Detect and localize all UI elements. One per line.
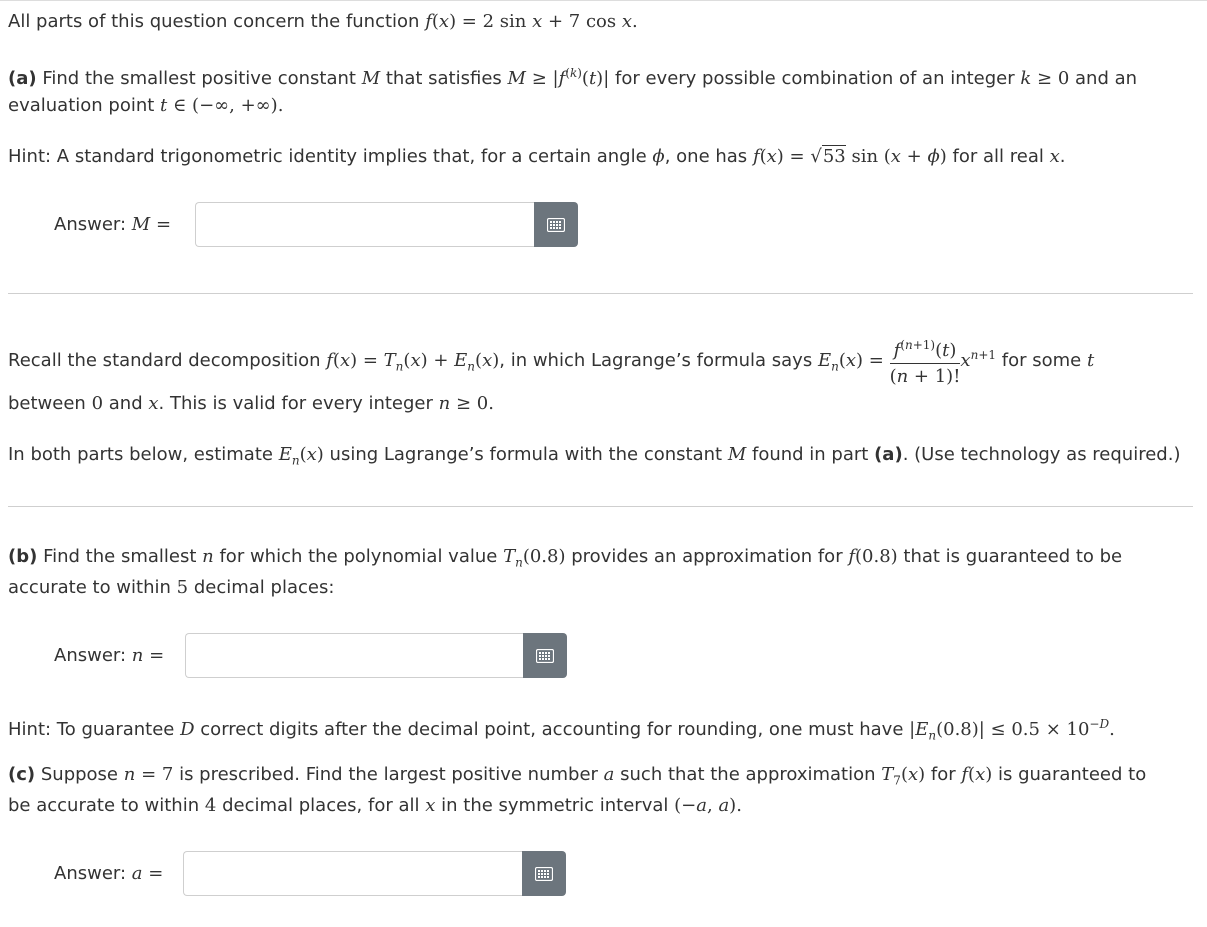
recall-both5: . (Use technology as required.)	[902, 444, 1181, 465]
part-b-text1: Find the smallest	[43, 546, 197, 567]
part-b-hint-text: Hint: To guarantee	[8, 719, 175, 740]
intro-line: All parts of this question concern the function f(x) = 2 sin x + 7 cos x.	[8, 11, 638, 32]
part-a-text2: that satisfies	[385, 68, 502, 89]
part-a-text1: Find the smallest positive constant	[42, 68, 356, 89]
part-a-text3: for every possible combination of an integer	[615, 68, 1015, 89]
part-a-text5: evaluation point	[8, 95, 155, 116]
part-c-text2: is prescribed. Find the largest positive number	[179, 764, 598, 785]
part-c-text1: Suppose	[40, 764, 119, 785]
recall-both3: found in part	[751, 444, 869, 465]
answer-m-label: Answer: M =	[54, 214, 172, 235]
part-c-label: (c)	[8, 764, 36, 785]
answer-n-label-text: Answer:	[54, 645, 127, 666]
intro-text: All parts of this question concern the function	[8, 11, 420, 32]
lagrange-fraction: $\frac{f^{(n+1)}(t)}{(n + 1)!}$	[890, 333, 961, 390]
part-c-line2: be accurate to within 4 decimal places, for all x in the symmetric interval (−a, a).	[8, 795, 742, 816]
part-a-hint-text3: for all real	[952, 146, 1044, 167]
part-a-label: (a)	[8, 68, 37, 89]
part-b-text2: for which the polynomial value	[219, 546, 498, 567]
keyboard-icon	[547, 218, 565, 232]
recall-text6: This is valid for every integer	[169, 393, 433, 414]
part-a-line2: evaluation point t ∈ (−∞, +∞).	[8, 95, 284, 116]
recall-text4: between	[8, 393, 86, 414]
answer-n-label: Answer: n =	[54, 645, 165, 666]
part-a-text4: and an	[1075, 68, 1138, 89]
answer-m-keypad-button[interactable]	[534, 202, 578, 247]
part-c-text5: is guaranteed to	[998, 764, 1147, 785]
part-c-text7: decimal places, for all	[222, 795, 420, 816]
part-c-text3: such that the approximation	[620, 764, 876, 785]
part-b-text3: provides an approximation for	[571, 546, 843, 567]
part-b-line2: accurate to within 5 decimal places:	[8, 577, 335, 598]
recall-line1: Recall the standard decomposition $f(x) = T_n(x) + E_n(x)$, in which Lagrange’s formula says $E_n(x)$ = $\frac{f^{(n+1)}(t)}{(n + 1)!}$ $x^{n+1}$ for some t	[8, 330, 1094, 392]
part-b-label: (b)	[8, 546, 38, 567]
answer-n-input[interactable]	[185, 633, 524, 678]
recall-line2: between 0 and x. This is valid for every integer n ≥ 0.	[8, 393, 494, 414]
recall-text1: Recall the standard decomposition	[8, 350, 321, 371]
recall-text3: for some	[1001, 350, 1082, 371]
divider-1	[8, 293, 1193, 294]
answer-a-label: Answer: a =	[54, 863, 164, 884]
part-a-hint-text2: one has	[676, 146, 748, 167]
answer-n-keypad-button[interactable]	[523, 633, 567, 678]
keyboard-icon	[535, 867, 553, 881]
part-b-text5: accurate to within	[8, 577, 171, 598]
divider-2	[8, 506, 1193, 507]
part-b-line1: (b) Find the smallest n for which the polynomial value $T_n(0.8)$ provides an approximation for f(0.8) that is guaranteed to be	[8, 546, 1123, 570]
recall-text5: and	[108, 393, 143, 414]
keyboard-icon	[536, 649, 554, 663]
part-c-line1: (c) Suppose n = 7 is prescribed. Find the largest positive number a such that the approximation $T_7(x)$ for f(x) is guaranteed to	[8, 764, 1147, 788]
recall-line3: In both parts below, estimate $E_n(x)$ using Lagrange’s formula with the constant M found in part (a). (Use technology as required.)	[8, 444, 1181, 468]
part-a-line1: (a) Find the smallest positive constant M that satisfies $M \ge |f^{(k)}(t)|$ for every possible combination of an integer k ≥ 0 and an	[8, 66, 1138, 89]
part-c-text8: in the symmetric interval	[441, 795, 669, 816]
answer-m-label-text: Answer:	[54, 214, 127, 235]
answer-a-keypad-button[interactable]	[522, 851, 566, 896]
answer-a-label-text: Answer:	[54, 863, 127, 884]
recall-both: In both parts below, estimate	[8, 444, 273, 465]
answer-m-input[interactable]	[195, 202, 535, 247]
part-b-text6: decimal places:	[193, 577, 335, 598]
part-b-hint: Hint: To guarantee D correct digits after the decimal point, accounting for rounding, one must have $|E_n(0.8)| \le 0.5 \times 10^{-D}$.	[8, 717, 1115, 743]
part-c-text4: for	[930, 764, 956, 785]
part-a-hint: Hint: A standard trigonometric identity implies that, for a certain angle ϕ, one has f(x) = √53 sin (x + ϕ) for all real x.	[8, 146, 1066, 167]
part-a-hint-text: Hint: A standard trigonometric identity implies that, for a certain angle	[8, 146, 647, 167]
recall-both2: using Lagrange’s formula with the constant	[329, 444, 723, 465]
part-c-text6: be accurate to within	[8, 795, 200, 816]
recall-both4: (a)	[874, 444, 903, 465]
answer-a-input[interactable]	[183, 851, 523, 896]
part-b-text4: that is guaranteed to be	[903, 546, 1123, 567]
top-border	[0, 0, 1207, 1]
part-b-hint-text2: correct digits after the decimal point, accounting for rounding, one must have	[200, 719, 904, 740]
recall-text2: in which Lagrange’s formula says	[510, 350, 813, 371]
